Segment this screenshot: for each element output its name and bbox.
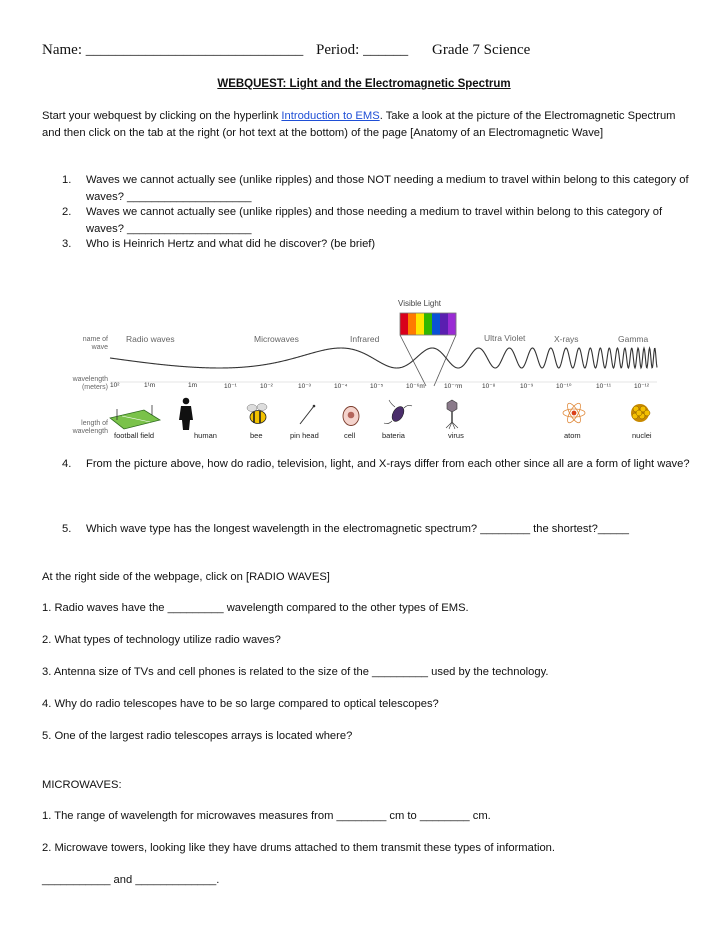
object-label-virus: virus: [448, 431, 464, 440]
pin-head-icon: [300, 405, 315, 424]
question-text: Who is Heinrich Hertz and what did he discover? (be brief): [86, 238, 376, 250]
visible-light-label: Visible Light: [398, 299, 441, 308]
wavelength-tick-label: 10⁻⁵: [370, 383, 384, 390]
wavelength-tick-label: 10⁻¹²: [634, 383, 649, 390]
object-label-nuclei: nuclei: [632, 431, 652, 440]
wavelength-tick-label: 10⁻²: [260, 383, 273, 390]
question-text: Waves we cannot actually see (unlike ripples) and those needing a medium to travel within belong to this category of waves? ____________________: [86, 206, 663, 235]
bacteria-icon: [384, 400, 412, 424]
em-spectrum-figure: [62, 296, 662, 444]
question-text: Which wave type has the longest wavelength in the electromagnetic spectrum? ________ the shortest?_____: [86, 523, 629, 535]
wavelength-tick-label: 10⁻¹⁰: [556, 383, 572, 390]
object-label-football-field: football field: [114, 431, 155, 440]
spectrum-color-stripe: [400, 313, 408, 335]
microwave-answer-line: ___________ and _____________.: [42, 874, 220, 886]
name-of-wave-label: name of wave: [82, 336, 108, 351]
microwaves-heading: MICROWAVES:: [42, 779, 122, 791]
em-wave-line: [110, 348, 657, 368]
wavelength-tick-label: 10⁻¹¹: [596, 383, 611, 390]
band-x-rays: X-rays: [554, 334, 579, 344]
length-of-wavelength-label: length of wavelength: [72, 420, 108, 435]
wavelength-tick-label: 10⁻⁸: [482, 383, 496, 390]
human-icon: [179, 398, 193, 430]
wavelength-meters-label: wavelength (meters): [72, 376, 108, 391]
question-text: From the picture above, how do radio, television, light, and X-rays differ from each other since all are a form of light wave?: [86, 458, 690, 470]
football-field-icon: [110, 405, 160, 429]
object-label-human: human: [194, 431, 217, 440]
question-number: 3.: [62, 238, 72, 250]
object-label-pin-head: pin head: [290, 431, 319, 440]
object-label-cell: cell: [344, 431, 356, 440]
wavelength-tick-label: 10⁻⁶m: [406, 383, 425, 390]
wavelength-tick-label: 10⁻¹: [224, 383, 237, 390]
radio-question: 5. One of the largest radio telescopes arrays is located where?: [42, 730, 353, 742]
radio-question: 2. What types of technology utilize radio waves?: [42, 634, 281, 646]
wavelength-tick-label: 10⁻⁹: [520, 383, 534, 390]
spectrum-color-stripe: [424, 313, 432, 335]
radio-waves-instruction: At the right side of the webpage, click on [RADIO WAVES]: [42, 571, 330, 583]
visible-light-pointer-right: [434, 335, 456, 386]
question-text: Waves we cannot actually see (unlike ripples) and those NOT needing a medium to travel within belong to this category of waves? ____________________: [86, 174, 689, 203]
question-number: 2.: [62, 206, 72, 218]
spectrum-color-stripe: [416, 313, 424, 335]
radio-question: 4. Why do radio telescopes have to be so large compared to optical telescopes?: [42, 698, 439, 710]
intro-text-before: Start your webquest by clicking on the hyperlink: [42, 110, 282, 122]
radio-question: 1. Radio waves have the _________ wavelength compared to the other types of EMS.: [42, 602, 469, 614]
band-ultra-violet: Ultra Violet: [484, 333, 526, 343]
wavelength-tick-label: 1¹m: [144, 382, 156, 389]
cell-icon: [343, 407, 359, 426]
band-radio-waves: Radio waves: [126, 334, 175, 344]
bee-icon: [247, 404, 267, 424]
grade-label: Grade 7 Science: [432, 42, 531, 58]
object-label-atom: atom: [564, 431, 581, 440]
period-field-label: Period: ______: [316, 42, 409, 58]
radio-question: 3. Antenna size of TVs and cell phones is related to the size of the _________ used by the technology.: [42, 666, 549, 678]
band-infrared: Infrared: [350, 334, 380, 344]
virus-icon: [446, 400, 458, 429]
name-field-label: Name: _____________________________: [42, 42, 304, 58]
band-gamma: Gamma: [618, 334, 649, 344]
intro-text-after: . Take a look at the picture of the Electromagnetic Spectrum and then click on the tab at the right (or hot text at the bottom) of the page [Anatomy of an Electromagnetic Wave]: [42, 110, 676, 139]
question-number: 1.: [62, 174, 72, 186]
nuclei-icon: [631, 404, 650, 422]
microwave-question: 1. The range of wavelength for microwaves measures from ________ cm to ________ cm.: [42, 810, 491, 822]
intro-to-ems-link[interactable]: Introduction to EMS: [281, 110, 380, 122]
wavelength-tick-label: 10⁻⁴: [334, 383, 348, 390]
wavelength-tick-label: 10²: [110, 382, 120, 389]
atom-icon: [563, 401, 585, 424]
spectrum-color-stripe: [408, 313, 416, 335]
spectrum-color-stripe: [448, 313, 456, 335]
microwave-question: 2. Microwave towers, looking like they have drums attached to them transmit these types of information.: [42, 842, 555, 854]
spectrum-color-stripe: [440, 313, 448, 335]
spectrum-color-stripe: [432, 313, 440, 335]
wavelength-tick-label: 1m: [188, 382, 198, 389]
visible-light-spectrum-bar: [400, 313, 456, 335]
intro-paragraph: [42, 108, 692, 141]
page-title: WEBQUEST: Light and the Electromagnetic Spectrum: [217, 78, 511, 90]
object-label-bateria: bateria: [382, 431, 405, 440]
object-label-bee: bee: [250, 431, 263, 440]
question-number: 4.: [62, 458, 72, 470]
wavelength-tick-label: 10⁻⁷m: [444, 383, 463, 390]
band-microwaves: Microwaves: [254, 334, 299, 344]
question-number: 5.: [62, 523, 72, 535]
wavelength-tick-label: 10⁻³: [298, 383, 311, 390]
em-spectrum-graphic: [62, 296, 662, 444]
